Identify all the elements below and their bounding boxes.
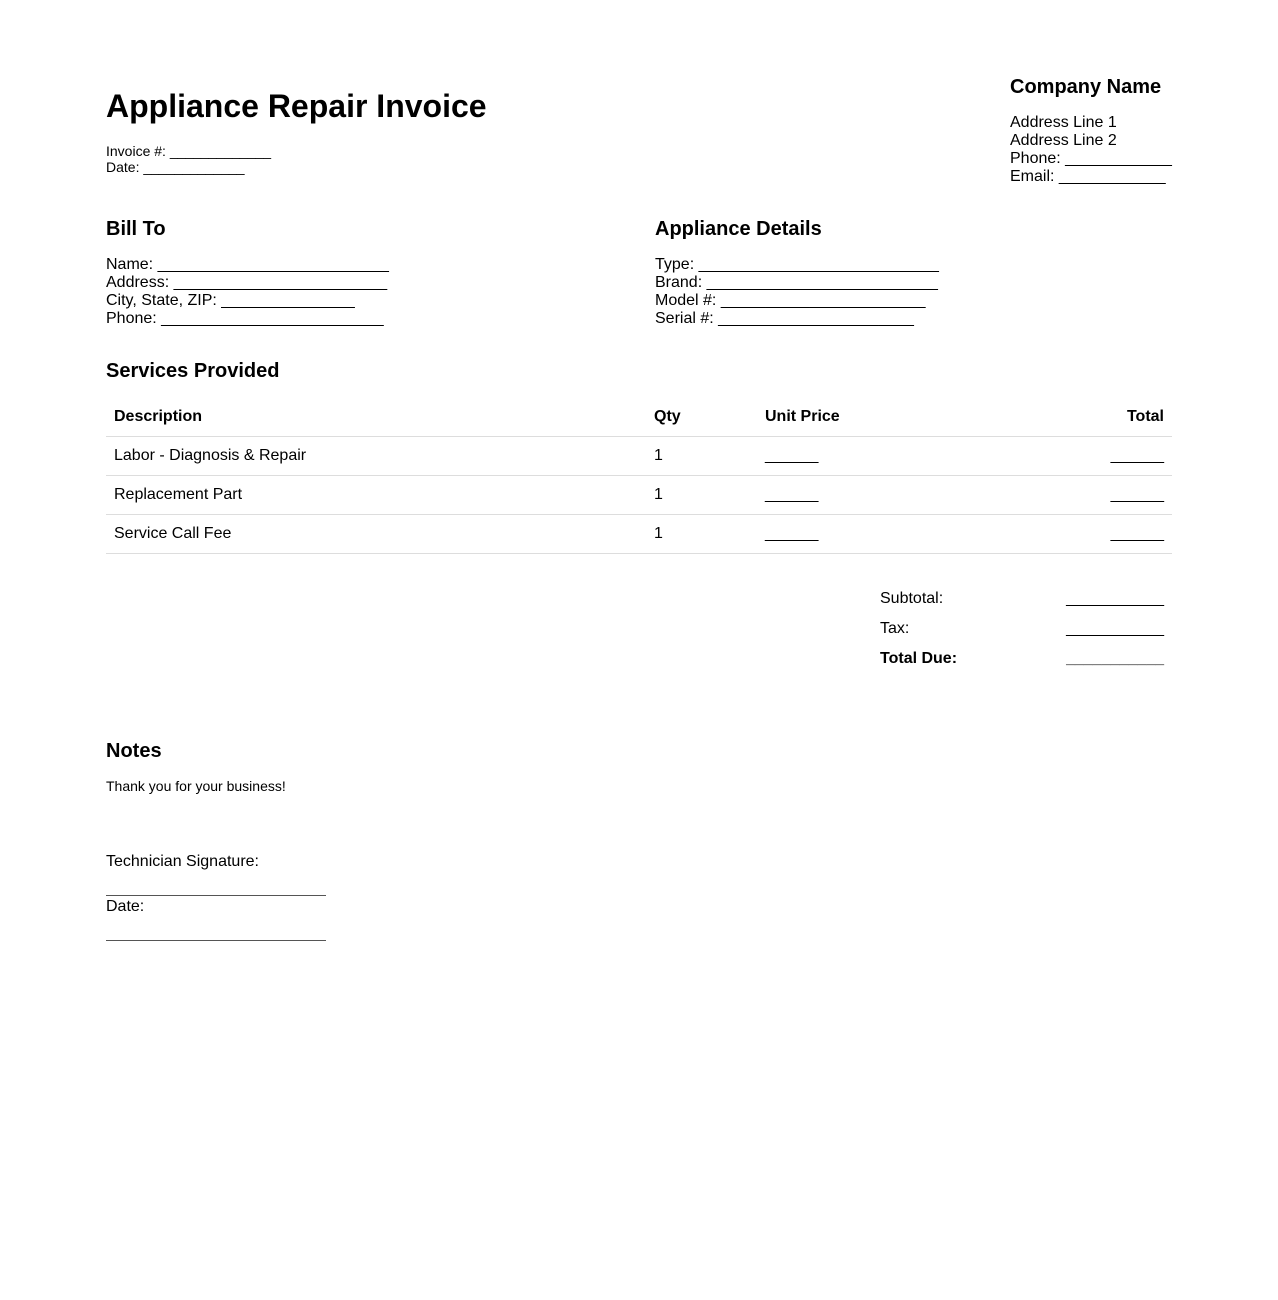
signature-date-line[interactable]	[106, 916, 326, 941]
company-email: Email: ____________	[1010, 168, 1166, 185]
row-qty: 1	[646, 437, 757, 476]
appliance-brand: Brand: __________________________	[655, 274, 938, 291]
invoice-number-label: Invoice #:	[106, 143, 166, 159]
services-heading: Services Provided	[106, 360, 280, 382]
row-description: Labor - Diagnosis & Repair	[106, 437, 646, 476]
row-total[interactable]: ______	[957, 515, 1172, 554]
signature-date-label: Date:	[106, 898, 145, 915]
row-unit-price[interactable]: ______	[757, 476, 957, 515]
invoice-number-field[interactable]: _____________	[169, 143, 272, 159]
page-title: Appliance Repair Invoice	[106, 88, 487, 124]
company-info	[1010, 76, 1172, 186]
table-row	[106, 476, 1172, 515]
appliance-heading: Appliance Details	[655, 218, 822, 240]
invoice-meta	[106, 143, 271, 175]
row-total[interactable]: ______	[957, 437, 1172, 476]
subtotal-row: Subtotal: ___________	[880, 590, 1172, 620]
row-description: Replacement Part	[106, 476, 646, 515]
tax-field[interactable]: ___________	[1066, 620, 1164, 637]
company-address-2: Address Line 2	[1010, 132, 1117, 149]
bill-to-city: City, State, ZIP: _______________	[106, 292, 355, 309]
appliance-type: Type: ___________________________	[655, 256, 939, 273]
col-unit-price: Unit Price	[757, 397, 957, 437]
table-row	[106, 437, 1172, 476]
row-total[interactable]: ______	[957, 476, 1172, 515]
bill-to-heading: Bill To	[106, 218, 166, 240]
bill-to-address: Address: ________________________	[106, 274, 388, 291]
bill-to-section	[106, 218, 389, 328]
technician-signature-line[interactable]	[106, 871, 326, 896]
appliance-model: Model #: _______________________	[655, 292, 926, 309]
date-field[interactable]: _____________	[143, 159, 245, 175]
services-table	[106, 397, 1172, 554]
notes-text: Thank you for your business!	[106, 778, 286, 794]
bill-to-phone: Phone: _________________________	[106, 310, 384, 327]
date-label: Date:	[106, 159, 140, 175]
subtotal-field[interactable]: ___________	[1066, 590, 1164, 607]
col-total: Total	[957, 397, 1172, 437]
technician-signature-label: Technician Signature:	[106, 853, 259, 870]
row-qty: 1	[646, 515, 757, 554]
company-name: Company Name	[1010, 76, 1162, 98]
total-due-row: Total Due: ___________	[880, 650, 1172, 680]
total-due-field[interactable]: ___________	[1066, 650, 1164, 667]
totals-section	[880, 590, 1172, 680]
table-row	[106, 515, 1172, 554]
table-header	[106, 397, 1172, 437]
row-unit-price[interactable]: ______	[757, 515, 957, 554]
appliance-section	[655, 218, 939, 328]
row-description: Service Call Fee	[106, 515, 646, 554]
row-unit-price[interactable]: ______	[757, 437, 957, 476]
bill-to-name: Name: __________________________	[106, 256, 389, 273]
tax-row: Tax: ___________	[880, 620, 1172, 650]
company-address-1: Address Line 1	[1010, 114, 1117, 131]
company-phone: Phone: ____________	[1010, 150, 1172, 167]
col-qty: Qty	[646, 397, 757, 437]
notes-section	[106, 740, 286, 794]
signature-section	[106, 853, 326, 943]
row-qty: 1	[646, 476, 757, 515]
col-description: Description	[106, 397, 646, 437]
appliance-serial: Serial #: ______________________	[655, 310, 914, 327]
notes-heading: Notes	[106, 740, 162, 762]
